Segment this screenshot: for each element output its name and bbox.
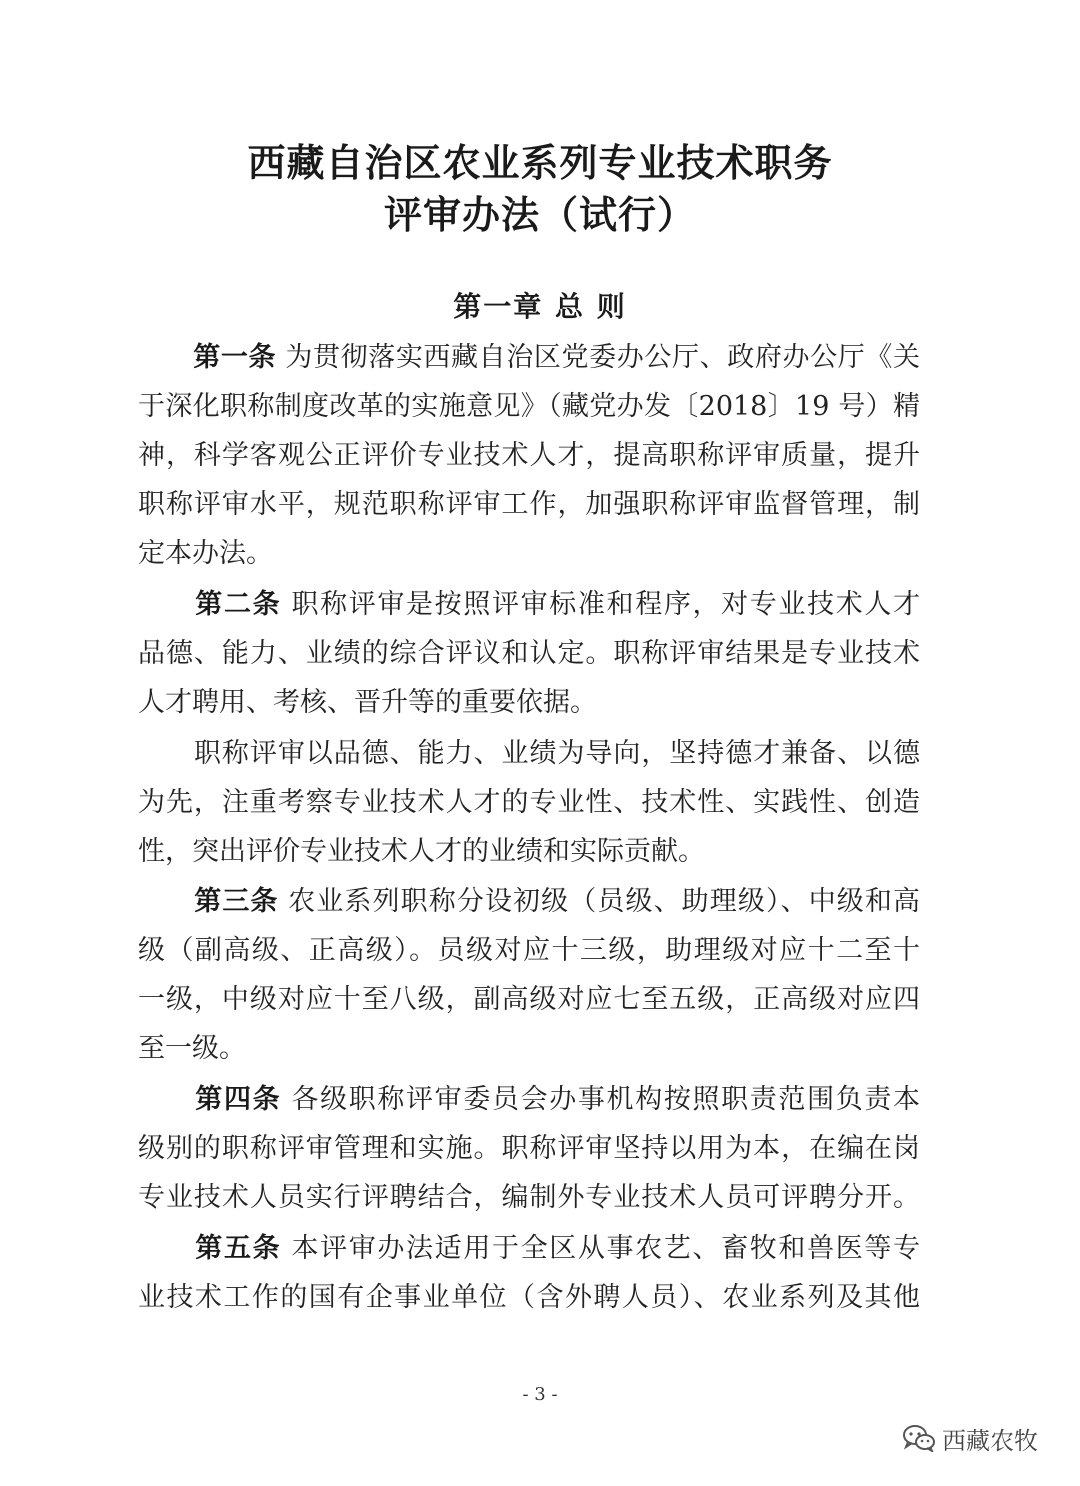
text-line: 第三条 农业系列职称分设初级（员级、助理级）、中级和高 — [194, 886, 920, 917]
text-line: 品德、能力、业绩的综合评议和认定。职称评审结果是专业技术 — [138, 638, 920, 669]
article-label: 第一条 — [193, 342, 277, 373]
article-label: 第五条 — [195, 1233, 282, 1264]
document-title-line2: 评审办法（试行） — [383, 193, 696, 237]
text-line: 第四条 各级职称评审委员会办事机构按照职责范围负责本 — [195, 1084, 920, 1115]
document-title-line1: 西藏自治区农业系列专业技术职务 — [247, 141, 833, 185]
watermark — [902, 1420, 1062, 1456]
watermark-text: 西藏农牧 — [942, 1426, 1038, 1455]
text-line: 级别的职称评审管理和实施。职称评审坚持以用为本，在编在岗 — [138, 1133, 920, 1164]
text-line: 定本办法。 — [138, 538, 273, 569]
article-label: 第三条 — [194, 886, 279, 917]
text-line: 职称评审以品德、能力、业绩为导向，坚持德才兼备、以德 — [193, 738, 920, 769]
page-number: - 3 - — [522, 1384, 558, 1405]
text-line: 神，科学客观公正评价专业技术人才，提高职称评审质量，提升 — [138, 440, 920, 471]
text-line: 第五条 本评审办法适用于全区从事农艺、畜牧和兽医等专 — [195, 1233, 920, 1264]
text-line: 一级，中级对应十至八级，副高级对应七至五级，正高级对应四 — [138, 984, 920, 1015]
text-line: 专业技术人员实行评聘结合，编制外专业技术人员可评聘分开。 — [138, 1182, 920, 1213]
text-line: 业技术工作的国有企事业单位（含外聘人员）、农业系列及其他 — [138, 1282, 920, 1313]
text-line: 第二条 职称评审是按照评审标准和程序，对专业技术人才 — [195, 589, 920, 620]
text-line: 为先，注重考察专业技术人才的专业性、技术性、实践性、创造 — [138, 787, 920, 818]
wechat-icon — [902, 1424, 936, 1452]
text-line: 于深化职称制度改革的实施意见》（藏党办发〔2018〕19 号）精 — [138, 391, 920, 422]
text-line: 至一级。 — [138, 1033, 246, 1064]
article-label: 第四条 — [195, 1084, 282, 1115]
text-line: 人才聘用、考核、晋升等的重要依据。 — [138, 687, 597, 718]
text-line: 职称评审水平，规范职称评审工作，加强职称评审监督管理，制 — [138, 489, 920, 520]
text-line: 级（副高级、正高级）。员级对应十三级，助理级对应十二至十 — [138, 935, 920, 966]
article-label: 第二条 — [195, 589, 282, 620]
text-line: 第一条 为贯彻落实西藏自治区党委办公厅、政府办公厅《关 — [193, 342, 920, 373]
chapter-heading: 第一章 总 则 — [453, 290, 627, 323]
text-line: 性，突出评价专业技术人才的业绩和实际贡献。 — [138, 836, 705, 867]
